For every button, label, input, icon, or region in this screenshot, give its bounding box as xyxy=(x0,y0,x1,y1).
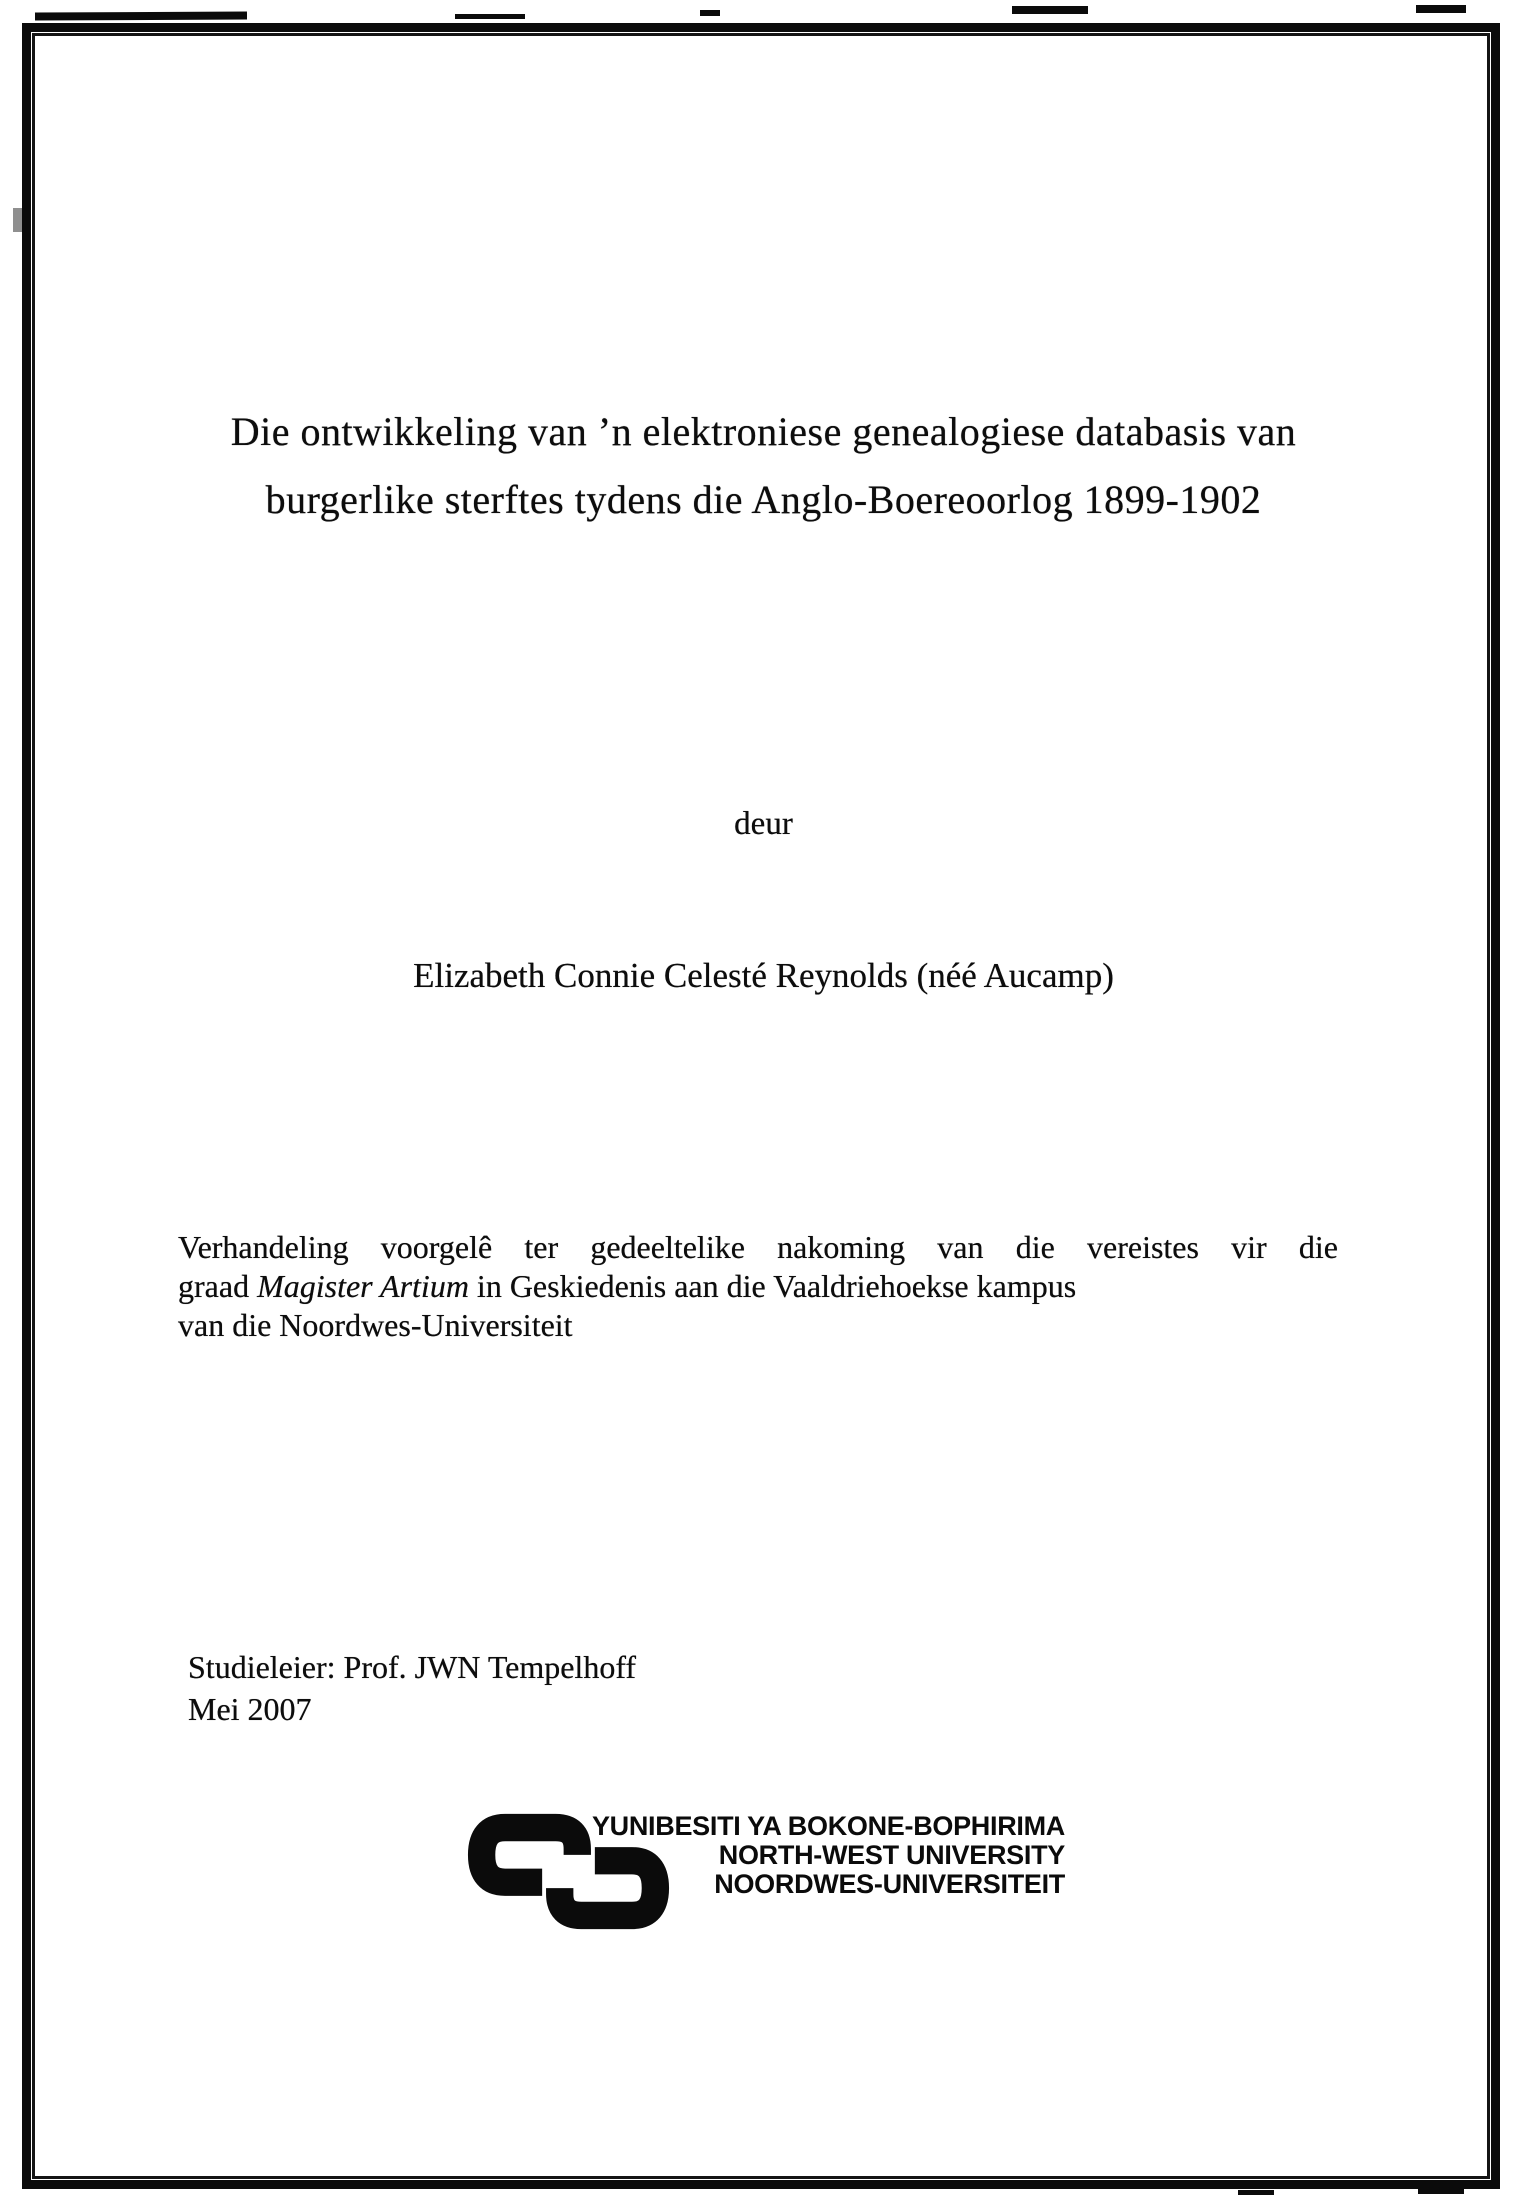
thesis-title-line2: burgerlike sterftes tydens die Anglo-Boereoorlog 1899-1902 xyxy=(265,477,1262,522)
scan-artifact xyxy=(35,11,247,20)
degree-statement-line2 xyxy=(178,1267,1338,1306)
byline-label: deur xyxy=(734,806,793,842)
scan-artifact xyxy=(1418,2189,1464,2194)
scan-artifact xyxy=(1012,6,1088,14)
degree-statement-line3: van die Noordwes-Universiteit xyxy=(178,1307,573,1343)
scan-artifact xyxy=(1238,2190,1274,2195)
university-logo xyxy=(466,1798,1086,1948)
scan-artifact xyxy=(1416,5,1466,13)
date-line: Mei 2007 xyxy=(188,1691,312,1727)
degree-statement-line2-prefix: graad xyxy=(178,1268,258,1304)
scan-artifact xyxy=(455,14,525,19)
degree-statement xyxy=(178,1228,1338,1345)
scan-artifact xyxy=(700,10,720,16)
degree-name-italic: Magister Artium xyxy=(257,1268,469,1304)
logo-text-setswana: YUNIBESITI YA BOKONE-BOPHIRIMA xyxy=(591,1811,1065,1841)
supervisor-line: Studieleier: Prof. JWN Tempelhoff xyxy=(188,1649,637,1685)
university-logo-text xyxy=(585,1812,1065,1899)
supervisor-block xyxy=(188,1646,636,1730)
author-name: Elizabeth Connie Celesté Reynolds (néé Aucamp) xyxy=(413,956,1114,995)
degree-statement-line1: Verhandeling voorgelê ter gedeeltelike nakoming van die vereistes vir die xyxy=(178,1229,1338,1265)
thesis-title-line1: Die ontwikkeling van ’n elektroniese genealogiese databasis van xyxy=(230,409,1297,454)
logo-text-english: NORTH-WEST UNIVERSITY xyxy=(718,1840,1065,1870)
degree-statement-line2-suffix: in Geskiedenis aan die Vaaldriehoekse kampus xyxy=(468,1268,1077,1304)
logo-text-afrikaans: NOORDWES-UNIVERSITEIT xyxy=(714,1869,1065,1899)
thesis-title xyxy=(90,398,1437,534)
